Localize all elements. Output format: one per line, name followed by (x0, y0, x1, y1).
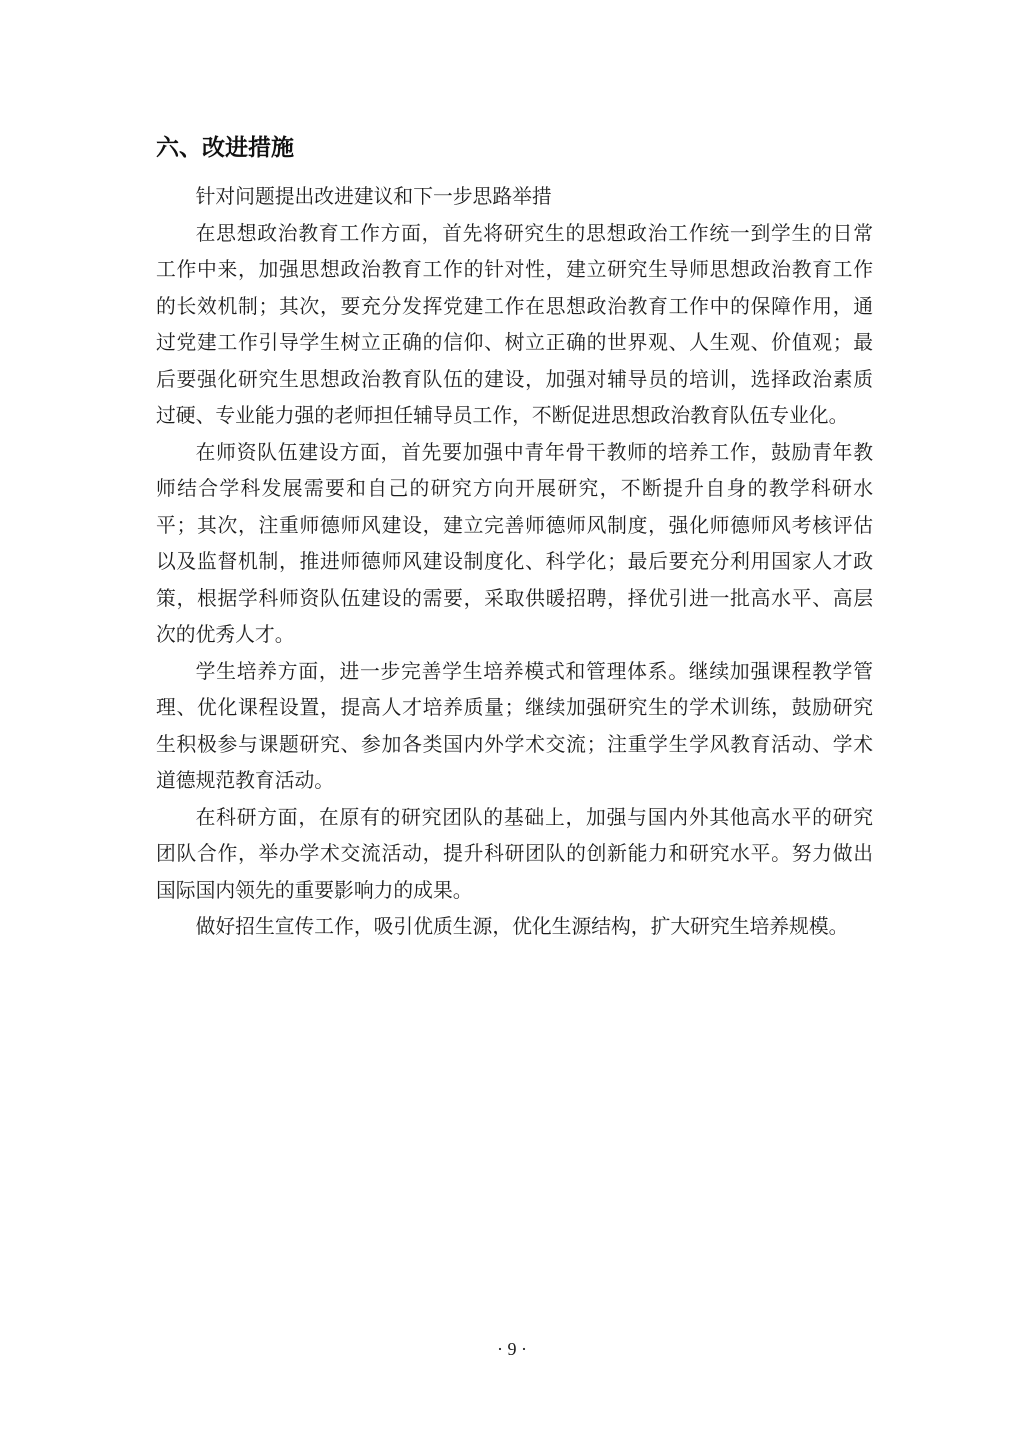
body-text-line: 理、优化课程设置，提高人才培养质量；继续加强研究生的学术训练，鼓励研究 (156, 697, 873, 719)
body-text-line: 在思想政治教育工作方面，首先将研究生的思想政治工作统一到学生的日常 (195, 222, 873, 245)
body-text-line: 平；其次，注重师德师风建设，建立完善师德师风制度，强化师德师风考核评估 (156, 514, 873, 537)
body-text-line: 在科研方面，在原有的研究团队的基础上，加强与国内外其他高水平的研究 (195, 806, 873, 829)
body-text-line: 团队合作，举办学术交流活动，提升科研团队的创新能力和研究水平。努力做出 (156, 843, 873, 865)
body-text-line: 策，根据学科师资队伍建设的需要，采取供暖招聘，择优引进一批高水平、高层 (156, 587, 873, 610)
body-text-line: 学生培养方面，进一步完善学生培养模式和管理体系。继续加强课程教学管 (195, 660, 873, 683)
body-text-line: 师结合学科发展需要和自己的研究方向开展研究，不断提升自身的教学科研水 (156, 478, 873, 500)
body-text-line: 过硬、专业能力强的老师担任辅导员工作，不断促进思想政治教育队伍专业化。 (156, 405, 849, 427)
body-text-line: 做好招生宣传工作，吸引优质生源，优化生源结构，扩大研究生培养规模。 (195, 916, 849, 938)
body-text-line: 次的优秀人才。 (156, 624, 295, 646)
section-heading: 六、改进措施 (156, 134, 294, 160)
body-text-line: 针对问题提出改进建议和下一步思路举措 (195, 186, 552, 208)
body-text-line: 在师资队伍建设方面，首先要加强中青年骨干教师的培养工作，鼓励青年教 (195, 441, 873, 464)
body-text-line: 的长效机制；其次，要充分发挥党建工作在思想政治教育工作中的保障作用，通 (156, 295, 873, 318)
body-text-line: 国际国内领先的重要影响力的成果。 (156, 879, 473, 902)
body-text-line: 过党建工作引导学生树立正确的信仰、树立正确的世界观、人生观、价值观；最 (156, 332, 873, 354)
body-text-line: 后要强化研究生思想政治教育队伍的建设，加强对辅导员的培训，选择政治素质 (156, 368, 873, 391)
body-text-line: 生积极参与课题研究、参加各类国内外学术交流；注重学生学风教育活动、学术 (156, 733, 873, 756)
body-text-line: 道德规范教育活动。 (156, 770, 335, 792)
page-number: · 9 · (497, 1339, 527, 1359)
body-text-line: 以及监督机制，推进师德师风建设制度化、科学化；最后要充分利用国家人才政 (156, 551, 873, 573)
body-text-line: 工作中来，加强思想政治教育工作的针对性，建立研究生导师思想政治教育工作 (156, 259, 873, 281)
page-body (156, 132, 873, 946)
